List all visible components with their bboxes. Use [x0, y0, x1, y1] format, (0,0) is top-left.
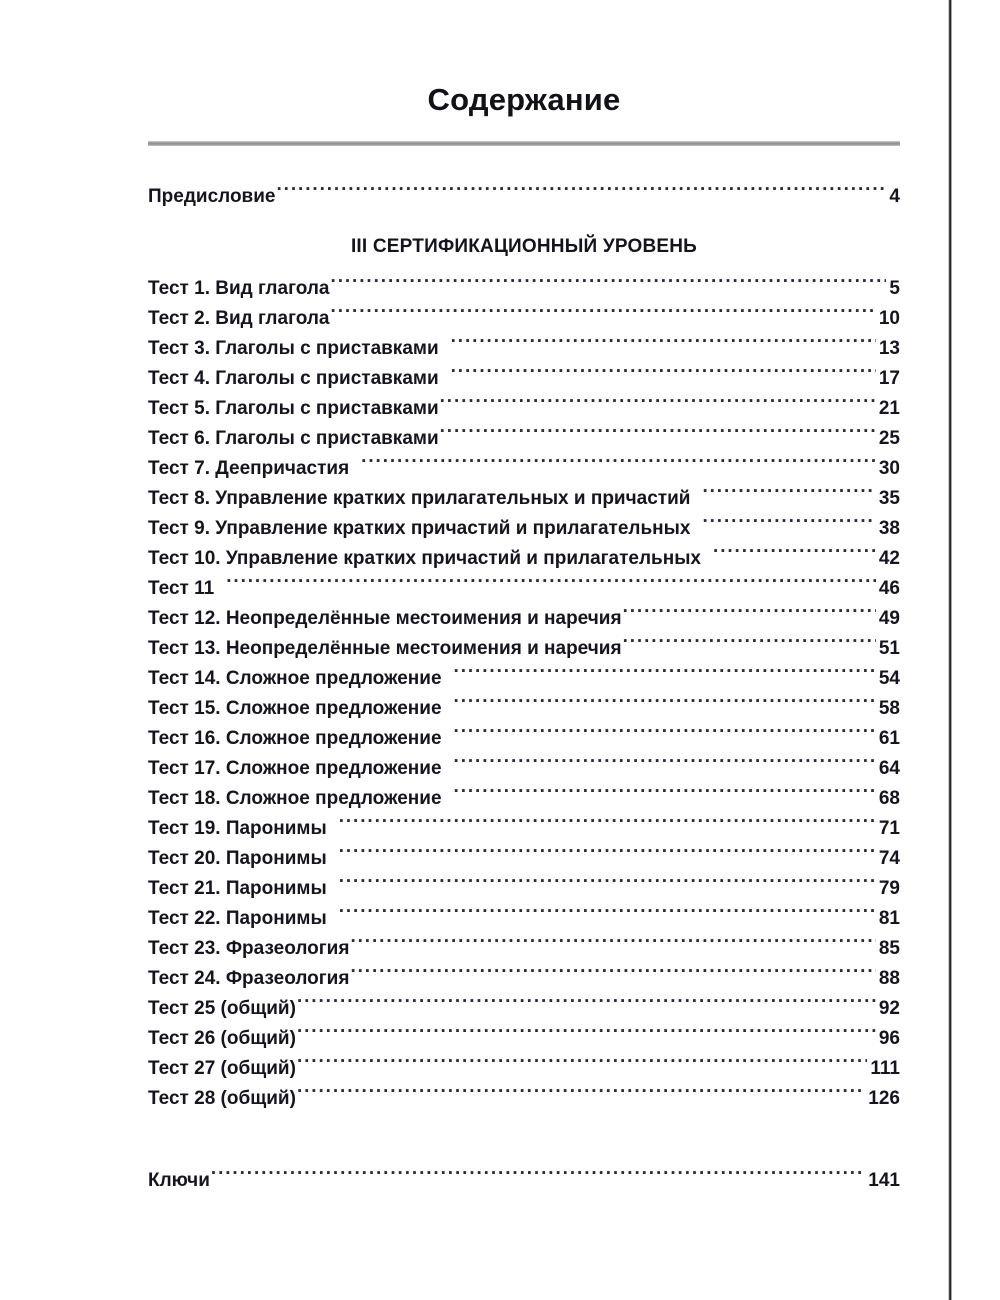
- toc-entry-page-number: 10: [878, 308, 900, 329]
- toc-entry-label: Тест 24. Фразеология: [148, 968, 350, 989]
- dot-leader: [331, 305, 876, 324]
- toc-entry-page-number: 92: [878, 998, 900, 1019]
- toc-entry[interactable]: [148, 934, 900, 964]
- toc-entry[interactable]: [148, 754, 900, 784]
- dot-leader: [451, 365, 876, 384]
- toc-entry-label: Тест 11: [148, 578, 215, 599]
- toc-entry[interactable]: [148, 544, 900, 574]
- toc-entry-keys[interactable]: [148, 1166, 900, 1196]
- toc-entry[interactable]: [148, 634, 900, 664]
- dot-leader: [702, 515, 875, 534]
- toc-entry-label: Тест 14. Сложное предложение: [148, 668, 442, 689]
- toc-entry-page-number: 54: [878, 668, 900, 689]
- toc-entry[interactable]: [148, 574, 900, 604]
- toc-entry-label: Предисловие: [148, 186, 276, 207]
- toc-entry-label: Тест 16. Сложное предложение: [148, 728, 442, 749]
- toc-entry-page-number: 58: [878, 698, 900, 719]
- toc-entry-page-number: 96: [878, 1028, 900, 1049]
- toc-entry-label: Тест 26 (общий): [148, 1028, 296, 1049]
- toc-entry-preface[interactable]: [148, 182, 900, 212]
- toc-entry-page-number: 38: [878, 518, 900, 539]
- toc-entry-page-number: 68: [878, 788, 900, 809]
- toc-entry[interactable]: [148, 304, 900, 334]
- toc-entry[interactable]: [148, 874, 900, 904]
- toc-entry[interactable]: [148, 1084, 900, 1114]
- dot-leader: [454, 785, 876, 804]
- toc-entry-page-number: 46: [878, 578, 900, 599]
- dot-leader: [454, 665, 876, 684]
- toc-entry-label: Тест 28 (общий): [148, 1088, 296, 1109]
- toc-entry[interactable]: [148, 274, 900, 304]
- dot-leader: [440, 395, 876, 414]
- toc-entry-page-number: 61: [878, 728, 900, 749]
- toc-entry-label: Тест 6. Глаголы с приставками: [148, 428, 439, 449]
- toc-entry-label: Тест 1. Вид глагола: [148, 278, 330, 299]
- dot-leader: [339, 875, 876, 894]
- toc-entry-page-number: 71: [878, 818, 900, 839]
- toc-content: [148, 0, 900, 1196]
- dot-leader: [454, 725, 876, 744]
- dot-leader: [623, 605, 876, 624]
- toc-entry-page-number: 42: [878, 548, 900, 569]
- toc-entry[interactable]: [148, 1024, 900, 1054]
- toc-entry-page-number: 88: [878, 968, 900, 989]
- toc-entry-page-number: 85: [878, 938, 900, 959]
- page-title: Содержание: [427, 82, 621, 117]
- toc-entry-page-number: 25: [878, 428, 900, 449]
- toc-entry[interactable]: [148, 904, 900, 934]
- toc-entry-label: Тест 15. Сложное предложение: [148, 698, 442, 719]
- toc-entry[interactable]: [148, 394, 900, 424]
- toc-entry-page-number: 21: [878, 398, 900, 419]
- toc-entry-page-number: 74: [878, 848, 900, 869]
- dot-leader: [331, 275, 887, 294]
- dot-leader: [211, 1167, 865, 1186]
- dot-leader: [440, 425, 876, 444]
- toc-entry-label: Тест 7. Деепричастия: [148, 458, 350, 479]
- toc-entry[interactable]: [148, 784, 900, 814]
- dot-leader: [350, 965, 875, 984]
- toc-entry[interactable]: [148, 694, 900, 724]
- toc-entry[interactable]: [148, 724, 900, 754]
- toc-entry-label: Тест 21. Паронимы: [148, 878, 327, 899]
- toc-entry-page-number: 35: [878, 488, 900, 509]
- dot-leader: [339, 845, 876, 864]
- dot-leader: [713, 545, 876, 564]
- dot-leader: [297, 1055, 867, 1074]
- toc-entry-label: Тест 3. Глаголы с приставками: [148, 338, 439, 359]
- dot-leader: [297, 1025, 876, 1044]
- dot-leader: [454, 755, 876, 774]
- toc-entry-page-number: 4: [889, 186, 900, 207]
- toc-entry-page-number: 30: [878, 458, 900, 479]
- toc-entry-page-number: 5: [889, 278, 900, 299]
- toc-entry[interactable]: [148, 814, 900, 844]
- dot-leader: [297, 995, 876, 1014]
- toc-entry-page-number: 13: [878, 338, 900, 359]
- toc-entry-label: Тест 5. Глаголы с приставками: [148, 398, 439, 419]
- toc-entry[interactable]: [148, 334, 900, 364]
- toc-entry-label: Тест 2. Вид глагола: [148, 308, 330, 329]
- toc-entry[interactable]: [148, 454, 900, 484]
- toc-entry-label: Тест 19. Паронимы: [148, 818, 327, 839]
- toc-entry-label: Тест 12. Неопределённые местоимения и наречия: [148, 608, 622, 629]
- toc-entry-label: Тест 10. Управление кратких причастий и прилагательных: [148, 548, 702, 569]
- toc-entry-page-number: 126: [868, 1088, 900, 1109]
- toc-entry-label: Тест 27 (общий): [148, 1058, 296, 1079]
- toc-entry-label: Ключи: [148, 1170, 210, 1191]
- toc-entry-page-number: 141: [868, 1170, 900, 1191]
- toc-entry-page-number: 81: [878, 908, 900, 929]
- dot-leader: [623, 635, 876, 654]
- toc-entry[interactable]: [148, 994, 900, 1024]
- toc-entry[interactable]: [148, 964, 900, 994]
- toc-entry-page-number: 79: [878, 878, 900, 899]
- toc-entry-page-number: 51: [878, 638, 900, 659]
- toc-entry-label: Тест 8. Управление кратких прилагательных и причастий: [148, 488, 691, 509]
- dot-leader: [297, 1085, 865, 1104]
- toc-entry-page-number: 64: [878, 758, 900, 779]
- page-edge-shadow: [948, 0, 952, 1300]
- toc-entry-label: Тест 18. Сложное предложение: [148, 788, 442, 809]
- toc-entry-page-number: 17: [878, 368, 900, 389]
- toc-entry[interactable]: [148, 604, 900, 634]
- toc-entry-label: Тест 22. Паронимы: [148, 908, 327, 929]
- toc-entry[interactable]: [148, 484, 900, 514]
- toc-entry[interactable]: [148, 364, 900, 394]
- toc-entry-label: Тест 23. Фразеология: [148, 938, 350, 959]
- toc-entry[interactable]: [148, 664, 900, 694]
- dot-leader: [451, 335, 876, 354]
- toc-entry-label: Тест 4. Глаголы с приставками: [148, 368, 439, 389]
- dot-leader: [339, 815, 876, 834]
- toc-entry[interactable]: [148, 514, 900, 544]
- toc-entry[interactable]: [148, 1054, 900, 1084]
- toc-entry-label: Тест 13. Неопределённые местоимения и наречия: [148, 638, 622, 659]
- dot-leader: [454, 695, 876, 714]
- dot-leader: [702, 485, 875, 504]
- toc-entry-page-number: 49: [878, 608, 900, 629]
- toc-entry[interactable]: [148, 844, 900, 874]
- dot-leader: [226, 575, 876, 594]
- dot-leader: [277, 183, 887, 202]
- section-heading: III СЕРТИФИКАЦИОННЫЙ УРОВЕНЬ: [350, 236, 698, 257]
- toc-entry-label: Тест 25 (общий): [148, 998, 296, 1019]
- toc-entry-page-number: 111: [870, 1058, 900, 1079]
- title-divider-rule: [148, 141, 900, 146]
- toc-entry-label: Тест 20. Паронимы: [148, 848, 327, 869]
- dot-leader: [350, 935, 875, 954]
- toc-entry-label: Тест 9. Управление кратких причастий и прилагательных: [148, 518, 691, 539]
- dot-leader: [361, 455, 876, 474]
- toc-entry[interactable]: [148, 424, 900, 454]
- dot-leader: [339, 905, 876, 924]
- toc-entry-label: Тест 17. Сложное предложение: [148, 758, 442, 779]
- toc-list: [148, 274, 900, 1114]
